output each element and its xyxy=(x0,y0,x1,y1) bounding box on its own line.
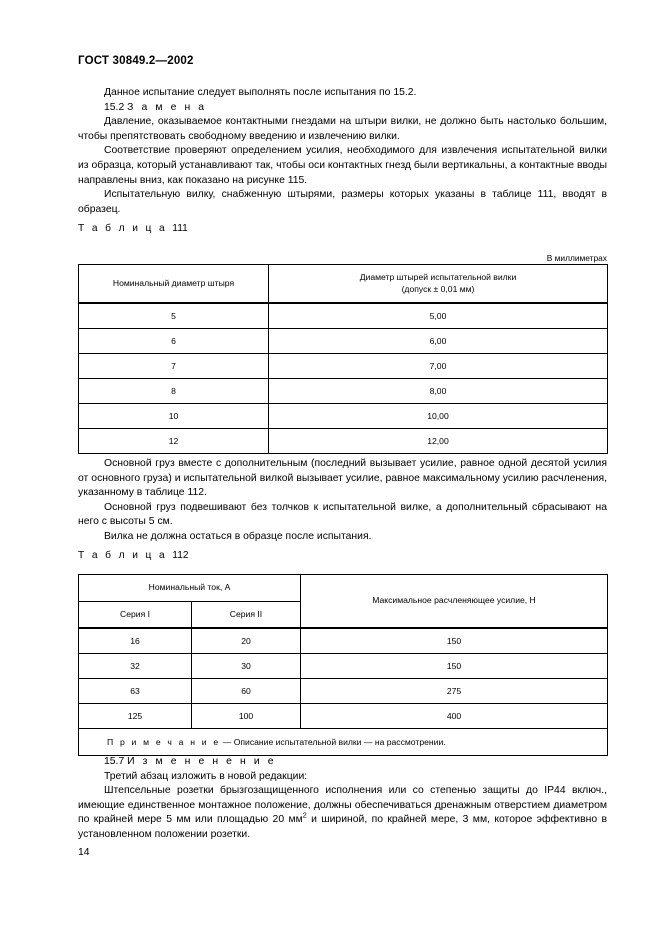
table-111-head xyxy=(79,265,608,304)
section-15-2 xyxy=(78,86,607,217)
table-row xyxy=(79,679,608,704)
paragraph-pressure: Давление, оказываемое контактными гнездами на штыри вилки, не должно быть настолько большим, чтобы препятствовать свободному введению и извлечению вилки. xyxy=(78,116,607,142)
table-row xyxy=(79,329,608,354)
table-112-cell: 32 xyxy=(79,654,192,679)
table-111-header-row xyxy=(79,265,608,304)
table-112-cell: 100 xyxy=(192,704,301,729)
table-112-cell: 30 xyxy=(192,654,301,679)
table-111-col-header-1: Номинальный диаметр штыря xyxy=(79,265,269,304)
table-112-caption-word: Т а б л и ц а xyxy=(78,550,168,561)
table-111-block xyxy=(78,222,607,454)
table-112-col-header-force: Максимальное расчленяющее усилие, Н xyxy=(301,575,608,629)
table-112-caption xyxy=(78,549,607,563)
paragraph-test-plug: Испытательную вилку, снабженную штырями, размеры которых указаны в таблице 111, вводят в образец. xyxy=(78,189,607,215)
table-row xyxy=(79,303,608,329)
table-111-cell: 12,00 xyxy=(269,429,608,454)
table-111-caption-word: Т а б л и ц а xyxy=(78,223,168,234)
table-112-cell: 60 xyxy=(192,679,301,704)
table-111-col-header-2-line2: (допуск ± 0,01 мм) xyxy=(401,283,475,294)
table-112-note-text: — Описание испытательной вилки — на рассмотрении. xyxy=(222,737,446,748)
table-111-body xyxy=(79,303,608,454)
paragraph-socket-outlets-part2: и шириной, по крайней мере, 3 мм, которое эффективно в установленном положении розетки. xyxy=(78,814,607,840)
table-row xyxy=(79,404,608,429)
table-112-block xyxy=(78,549,607,756)
table-row xyxy=(79,628,608,654)
table-112-body xyxy=(79,628,608,756)
table-111-caption xyxy=(78,222,607,236)
table-112-note-cell xyxy=(79,729,608,756)
table-111-cell: 6 xyxy=(79,329,269,354)
heading-15-7-word: И з м е н е н е н и е xyxy=(127,756,277,767)
paragraph-compliance: Соответствие проверяют определением усилия, необходимого для извлечения испытательной вилки из образца, который устанавливают так, чтобы оси контактных гнезд были вертикальны, а контактные вводы направлены вниз, как показано на рисунке 115. xyxy=(78,145,607,186)
table-111-cell: 8 xyxy=(79,379,269,404)
table-111-cell: 10 xyxy=(79,404,269,429)
section-middle xyxy=(78,457,607,545)
table-112-cell: 275 xyxy=(301,679,608,704)
table-112-cell: 16 xyxy=(79,628,192,654)
table-112-col-header-series-1: Серия I xyxy=(79,601,192,628)
table-111-caption-number: 111 xyxy=(172,223,188,234)
table-112-cell: 150 xyxy=(301,628,608,654)
heading-15-2-word: З а м е н а xyxy=(127,101,207,113)
table-111-cell: 8,00 xyxy=(269,379,608,404)
table-111-cell: 6,00 xyxy=(269,329,608,354)
table-row xyxy=(79,654,608,679)
table-111-cell: 5,00 xyxy=(269,303,608,329)
heading-15-2 xyxy=(78,101,607,116)
table-111-cell: 5 xyxy=(79,303,269,329)
table-112-cell: 125 xyxy=(79,704,192,729)
superscript-squared: 2 xyxy=(302,810,307,820)
paragraph-third-clause: Третий абзац изложить в новой редакции: xyxy=(104,770,308,782)
table-row xyxy=(79,429,608,454)
intro-line: Данное испытание следует выполнять после испытания по 15.2. xyxy=(104,87,417,98)
heading-15-2-number: 15.2 xyxy=(104,101,125,113)
paragraph-socket-outlets xyxy=(78,784,607,842)
table-row xyxy=(79,379,608,404)
table-112-header-row-top xyxy=(79,575,608,602)
table-111 xyxy=(78,264,608,454)
table-111-cell: 12 xyxy=(79,429,269,454)
heading-15-7-number: 15.7 xyxy=(104,756,125,767)
heading-15-7 xyxy=(78,755,607,770)
paragraph-plug-remain: Вилка не должна остаться в образце после испытания. xyxy=(104,530,372,542)
table-112-group-header: Номинальный ток, А xyxy=(79,575,301,602)
table-111-cell: 7,00 xyxy=(269,354,608,379)
page-number: 14 xyxy=(78,847,90,858)
table-row xyxy=(79,354,608,379)
paragraph-main-load: Основной груз вместе с дополнительным (последний вызывает усилие, равное одной десятой усилия от основного груза) и испытательной вилкой вызывает усилие, равное максимальному усилию расчленения, указанному в таблице 112. xyxy=(78,458,607,499)
table-112-cell: 20 xyxy=(192,628,301,654)
table-112-head xyxy=(79,575,608,629)
table-112-cell: 400 xyxy=(301,704,608,729)
table-112-cell: 63 xyxy=(79,679,192,704)
table-112-note-row xyxy=(79,729,608,756)
table-row xyxy=(79,704,608,729)
table-111-col-header-2 xyxy=(269,265,608,304)
table-112 xyxy=(78,574,608,756)
table-111-cell: 10,00 xyxy=(269,404,608,429)
table-112-note-word: П р и м е ч а н и е xyxy=(107,737,221,748)
table-112-col-header-series-2: Серия II xyxy=(192,601,301,628)
paragraph-suspend-load: Основной груз подвешивают без толчков к испытательной вилке, а дополнительный сбрасывают на него с высоты 5 см. xyxy=(78,501,607,528)
table-111-units: В миллиметрах xyxy=(546,253,607,263)
section-15-7 xyxy=(78,755,607,843)
paragraph-socket-outlets-part1: Штепсельные розетки брызгозащищенного исполнения или со степенью защиты до IP44 включ., имеющие единственное монтажное положение, должны обеспечиваться дренажным отверстием диаметром по крайней мере 5 мм или площадью 20 мм xyxy=(78,785,607,826)
standard-number-header: ГОСТ 30849.2—2002 xyxy=(78,55,194,67)
table-111-cell: 7 xyxy=(79,354,269,379)
table-112-cell: 150 xyxy=(301,654,608,679)
table-112-caption-number: 112 xyxy=(172,550,189,561)
table-111-col-header-2-line1: Диаметр штырей испытательной вилки xyxy=(359,272,517,282)
